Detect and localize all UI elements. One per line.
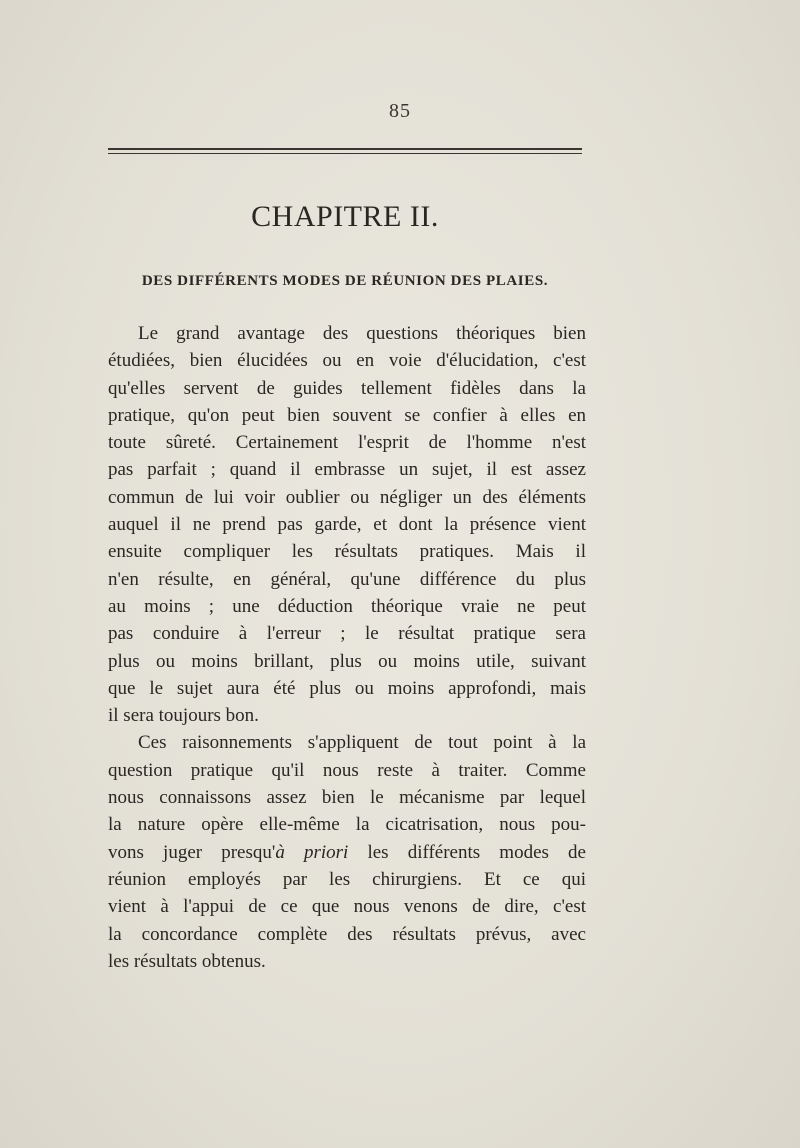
chapter-title: CHAPITRE II. [251, 200, 439, 233]
chapter-heading [108, 200, 582, 234]
header-rule-thin [108, 153, 582, 154]
header-rule-thick [108, 148, 582, 150]
text-line: qu'elles servent de guides tellement fidèles dans la [108, 377, 586, 399]
text-line: n'en résulte, en général, qu'une différence du plus [108, 568, 586, 590]
text-line: auquel il ne prend pas garde, et dont la présence vient [108, 514, 586, 536]
text-line: question pratique qu'il nous reste à traiter. Comme [108, 759, 586, 781]
text-line: les résultats obtenus. [108, 950, 266, 972]
text-line: pas conduire à l'erreur ; le résultat pratique sera [108, 623, 586, 645]
text-line: Le grand avantage des questions théoriques bien [138, 323, 586, 344]
text-line: plus ou moins brillant, plus ou moins utile, suivant [108, 650, 586, 672]
text-line: au moins ; une déduction théorique vraie ne peut [108, 595, 586, 617]
text-fragment: les différents modes de [348, 841, 586, 863]
text-line: pas parfait ; quand il embrasse un sujet, il est assez [108, 459, 586, 481]
text-line: la concordance complète des résultats prévus, avec [108, 923, 586, 945]
text-line: nous connaissons assez bien le mécanisme par lequel [108, 787, 586, 809]
text-line: toute sûreté. Certainement l'esprit de l'homme n'est [108, 432, 586, 454]
text-line: commun de lui voir oublier ou négliger un des éléments [108, 486, 586, 508]
body-text [108, 320, 586, 975]
text-line: que le sujet aura été plus ou moins approfondi, mais [108, 677, 586, 699]
italic-phrase: à priori [275, 841, 349, 863]
text-line: étudiées, bien élucidées ou en voie d'élucidation, c'est [108, 350, 586, 372]
text-line-with-italic [108, 839, 586, 866]
text-line: pratique, qu'on peut bien souvent se confier à elles en [108, 404, 586, 426]
text-line: vient à l'appui de ce que nous venons de dire, c'est [108, 896, 586, 918]
chapter-subtitle: DES DIFFÉRENTS MODES DE RÉUNION DES PLAIES. [141, 273, 549, 289]
text-line: la nature opère elle-même la cicatrisation, nous pou- [108, 814, 586, 836]
text-line: ensuite compliquer les résultats pratiques. Mais il [108, 541, 586, 563]
text-fragment: vons juger presqu' [108, 841, 276, 863]
page-number: 85 [389, 100, 411, 122]
text-line: réunion employés par les chirurgiens. Et ce qui [108, 868, 586, 890]
text-line: Ces raisonnements s'appliquent de tout point à la [138, 732, 586, 754]
text-line: il sera toujours bon. [108, 705, 259, 727]
